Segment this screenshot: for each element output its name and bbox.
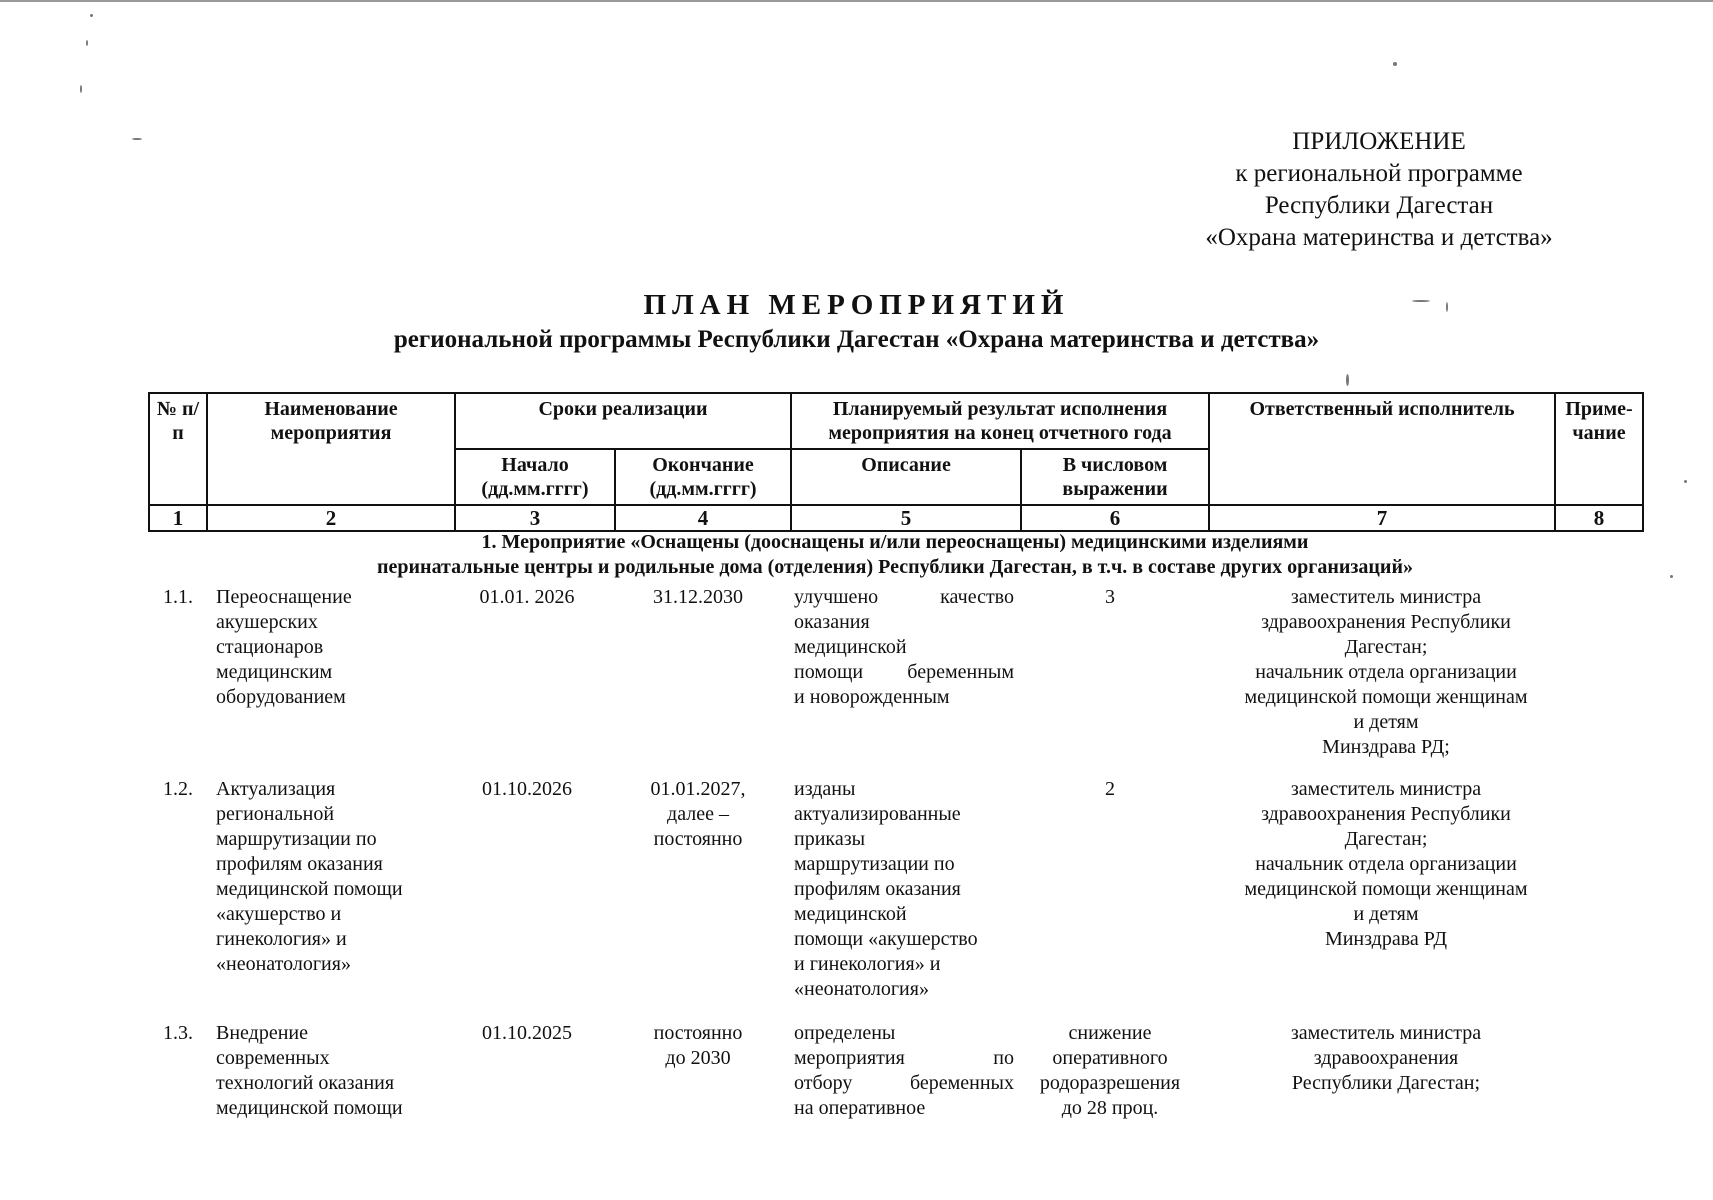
header-end: Окончание (дд.мм.гггг) — [615, 449, 791, 505]
title-main: ПЛАН МЕРОПРИЯТИЙ — [643, 289, 1070, 321]
row-description-line: «неонатология» — [794, 978, 929, 1000]
column-number: 8 — [1555, 505, 1643, 531]
row-description — [794, 585, 1014, 710]
row-responsible — [1208, 777, 1564, 952]
table-row — [148, 1021, 1642, 1161]
row-numeric-value — [1020, 1021, 1200, 1121]
column-number: 1 — [149, 505, 207, 531]
row-end-date-line: до 2030 — [665, 1047, 731, 1069]
row-end-date — [614, 777, 782, 852]
row-description — [794, 777, 1014, 1002]
header-result: Планируемый результат исполнения мероприятия на конец отчетного года — [791, 393, 1209, 449]
row-numeric-value-line: родоразрешения — [1039, 1072, 1181, 1094]
row-name-line: профилям оказания — [216, 853, 383, 875]
document-title — [0, 287, 1713, 357]
row-name-line: Внедрение — [216, 1022, 308, 1044]
row-start-date — [452, 585, 602, 610]
row-number — [148, 585, 208, 610]
row-name — [216, 777, 436, 977]
row-description-line: и новорожденным — [794, 686, 950, 708]
row-responsible-line: Минздрава РД — [1324, 928, 1448, 950]
row-description-line: улучшено качество — [794, 586, 1014, 608]
row-responsible-line: здравоохранения — [1313, 1047, 1459, 1069]
row-start-date-line: 01.01. 2026 — [479, 586, 575, 608]
row-responsible-line: Республики Дагестан; — [1291, 1072, 1481, 1094]
table-row — [148, 585, 1642, 765]
row-description-line: изданы — [794, 778, 856, 800]
scan-speck — [1393, 62, 1397, 66]
appendix-line: «Охрана материнства и детства» — [1205, 224, 1553, 251]
row-start-date — [452, 777, 602, 802]
row-description-line: отбору беременных — [794, 1072, 1014, 1094]
row-description — [794, 1021, 1014, 1121]
row-name-line: стационаров — [216, 636, 324, 658]
row-description-line: мероприятия по — [794, 1047, 1014, 1069]
row-start-date-line: 01.10.2026 — [482, 778, 572, 800]
row-name-line: акушерских — [216, 611, 318, 633]
row-name-line: «акушерство и — [216, 903, 342, 925]
row-responsible-line: и детям — [1353, 903, 1419, 925]
table-row — [148, 777, 1642, 1007]
row-name-line: гинекология» и — [216, 928, 347, 950]
row-description-line: приказы — [794, 828, 866, 850]
row-description-line: помощи «акушерство — [794, 928, 978, 950]
header-name: Наименование мероприятия — [207, 393, 455, 505]
section-heading-line: 1. Мероприятие «Оснащены (дооснащены и/или переоснащены) медицинскими изделиями — [481, 531, 1309, 553]
row-description-line: медицинской — [794, 636, 907, 658]
row-responsible-line: заместитель министра — [1290, 586, 1482, 608]
row-end-date-line: далее – — [667, 803, 729, 825]
row-end-date — [614, 585, 782, 610]
row-responsible-line: здравоохранения Республики — [1261, 803, 1511, 825]
scan-speck — [1684, 480, 1687, 483]
header-description: Описание — [791, 449, 1021, 505]
row-name-line: медицинской помощи — [216, 878, 403, 900]
row-name-line: маршрутизации по — [216, 828, 377, 850]
row-number-line: 1.1. — [163, 586, 193, 608]
row-end-date-line: постоянно — [653, 1022, 743, 1044]
row-description-line: на оперативное — [794, 1097, 926, 1119]
row-description-line: определены — [794, 1022, 896, 1044]
row-end-date-line: постоянно — [653, 828, 743, 850]
row-start-date — [452, 1021, 602, 1046]
row-numeric-value — [1020, 777, 1200, 802]
section-heading-line: перинатальные центры и родильные дома (отделения) Республики Дагестан, в т.ч. в составе других организаций» — [377, 556, 1413, 578]
row-end-date-line: 31.12.2030 — [653, 586, 743, 608]
column-number: 7 — [1209, 505, 1555, 531]
row-name-line: современных — [216, 1047, 330, 1069]
column-number: 4 — [615, 505, 791, 531]
row-name-line: региональной — [216, 803, 335, 825]
row-numeric-value-line: оперативного — [1052, 1047, 1168, 1069]
plan-table-header — [148, 392, 1644, 532]
row-responsible-line: заместитель министра — [1290, 1022, 1482, 1044]
scan-speck — [1346, 374, 1349, 386]
appendix-heading: ПРИЛОЖЕНИЕ — [1292, 128, 1466, 155]
row-responsible-line: здравоохранения Республики — [1261, 611, 1511, 633]
row-responsible-line: и детям — [1353, 711, 1419, 733]
row-description-line: маршрутизации по — [794, 853, 955, 875]
row-end-date — [614, 1021, 782, 1071]
row-responsible — [1208, 1021, 1564, 1096]
row-description-line: профилям оказания — [794, 878, 961, 900]
appendix-line: к региональной программе — [1235, 160, 1523, 187]
row-description-line: актуализированные — [794, 803, 961, 825]
column-number: 5 — [791, 505, 1021, 531]
row-number-line: 1.2. — [163, 778, 193, 800]
row-responsible-line: Минздрава РД; — [1322, 736, 1450, 758]
appendix-line: Республики Дагестан — [1264, 192, 1494, 219]
row-responsible-line: заместитель министра — [1290, 778, 1482, 800]
row-description-line: помощи беременным — [794, 661, 1014, 683]
column-number: 6 — [1021, 505, 1209, 531]
appendix-block — [1169, 126, 1589, 254]
row-numeric-value-line: до 28 проц. — [1061, 1097, 1159, 1119]
row-responsible-line: медицинской помощи женщинам — [1244, 686, 1528, 708]
scan-speck — [90, 14, 93, 17]
scan-edge-line — [0, 0, 1713, 2]
column-number: 2 — [207, 505, 455, 531]
row-description-line: медицинской — [794, 903, 907, 925]
section-heading — [148, 530, 1642, 580]
scan-speck — [132, 138, 142, 140]
scan-speck — [80, 85, 82, 93]
header-start: Начало (дд.мм.гггг) — [455, 449, 615, 505]
row-responsible-line: начальник отдела организации — [1255, 853, 1517, 875]
row-name-line: Переоснащение — [216, 586, 352, 608]
scan-speck — [1670, 575, 1673, 578]
row-description-line: и гинекология» и — [794, 953, 941, 975]
header-terms: Сроки реализации — [455, 393, 791, 449]
row-name-line: медицинским — [216, 661, 333, 683]
row-number — [148, 777, 208, 802]
row-numeric-value-line: 2 — [1105, 778, 1115, 800]
row-start-date-line: 01.10.2025 — [482, 1022, 572, 1044]
header-num: № п/п — [149, 393, 207, 505]
title-subtitle: региональной программы Республики Дагестан «Охрана материнства и детства» — [393, 326, 1320, 353]
column-number: 3 — [455, 505, 615, 531]
row-name-line: Актуализация — [216, 778, 336, 800]
row-name-line: оборудованием — [216, 686, 346, 708]
row-responsible-line: Дагестан; — [1344, 828, 1428, 850]
scan-speck — [86, 40, 88, 46]
row-responsible-line: начальник отдела организации — [1255, 661, 1517, 683]
header-numeric: В числовом выражении — [1021, 449, 1209, 505]
row-numeric-value-line: 3 — [1105, 586, 1115, 608]
row-responsible-line: Дагестан; — [1344, 636, 1428, 658]
row-numeric-value-line: снижение — [1068, 1022, 1152, 1044]
row-name-line: «неонатология» — [216, 953, 351, 975]
row-end-date-line: 01.01.2027, — [650, 778, 746, 800]
row-responsible — [1208, 585, 1564, 760]
row-name — [216, 1021, 436, 1121]
row-name — [216, 585, 436, 710]
row-name-line: медицинской помощи — [216, 1097, 403, 1119]
row-name-line: технологий оказания — [216, 1072, 395, 1094]
row-numeric-value — [1020, 585, 1200, 610]
row-number — [148, 1021, 208, 1046]
header-responsible: Ответственный исполнитель — [1209, 393, 1555, 505]
row-description-line: оказания — [794, 611, 870, 633]
row-responsible-line: медицинской помощи женщинам — [1244, 878, 1528, 900]
row-number-line: 1.3. — [163, 1022, 193, 1044]
header-note: Приме-чание — [1555, 393, 1643, 505]
